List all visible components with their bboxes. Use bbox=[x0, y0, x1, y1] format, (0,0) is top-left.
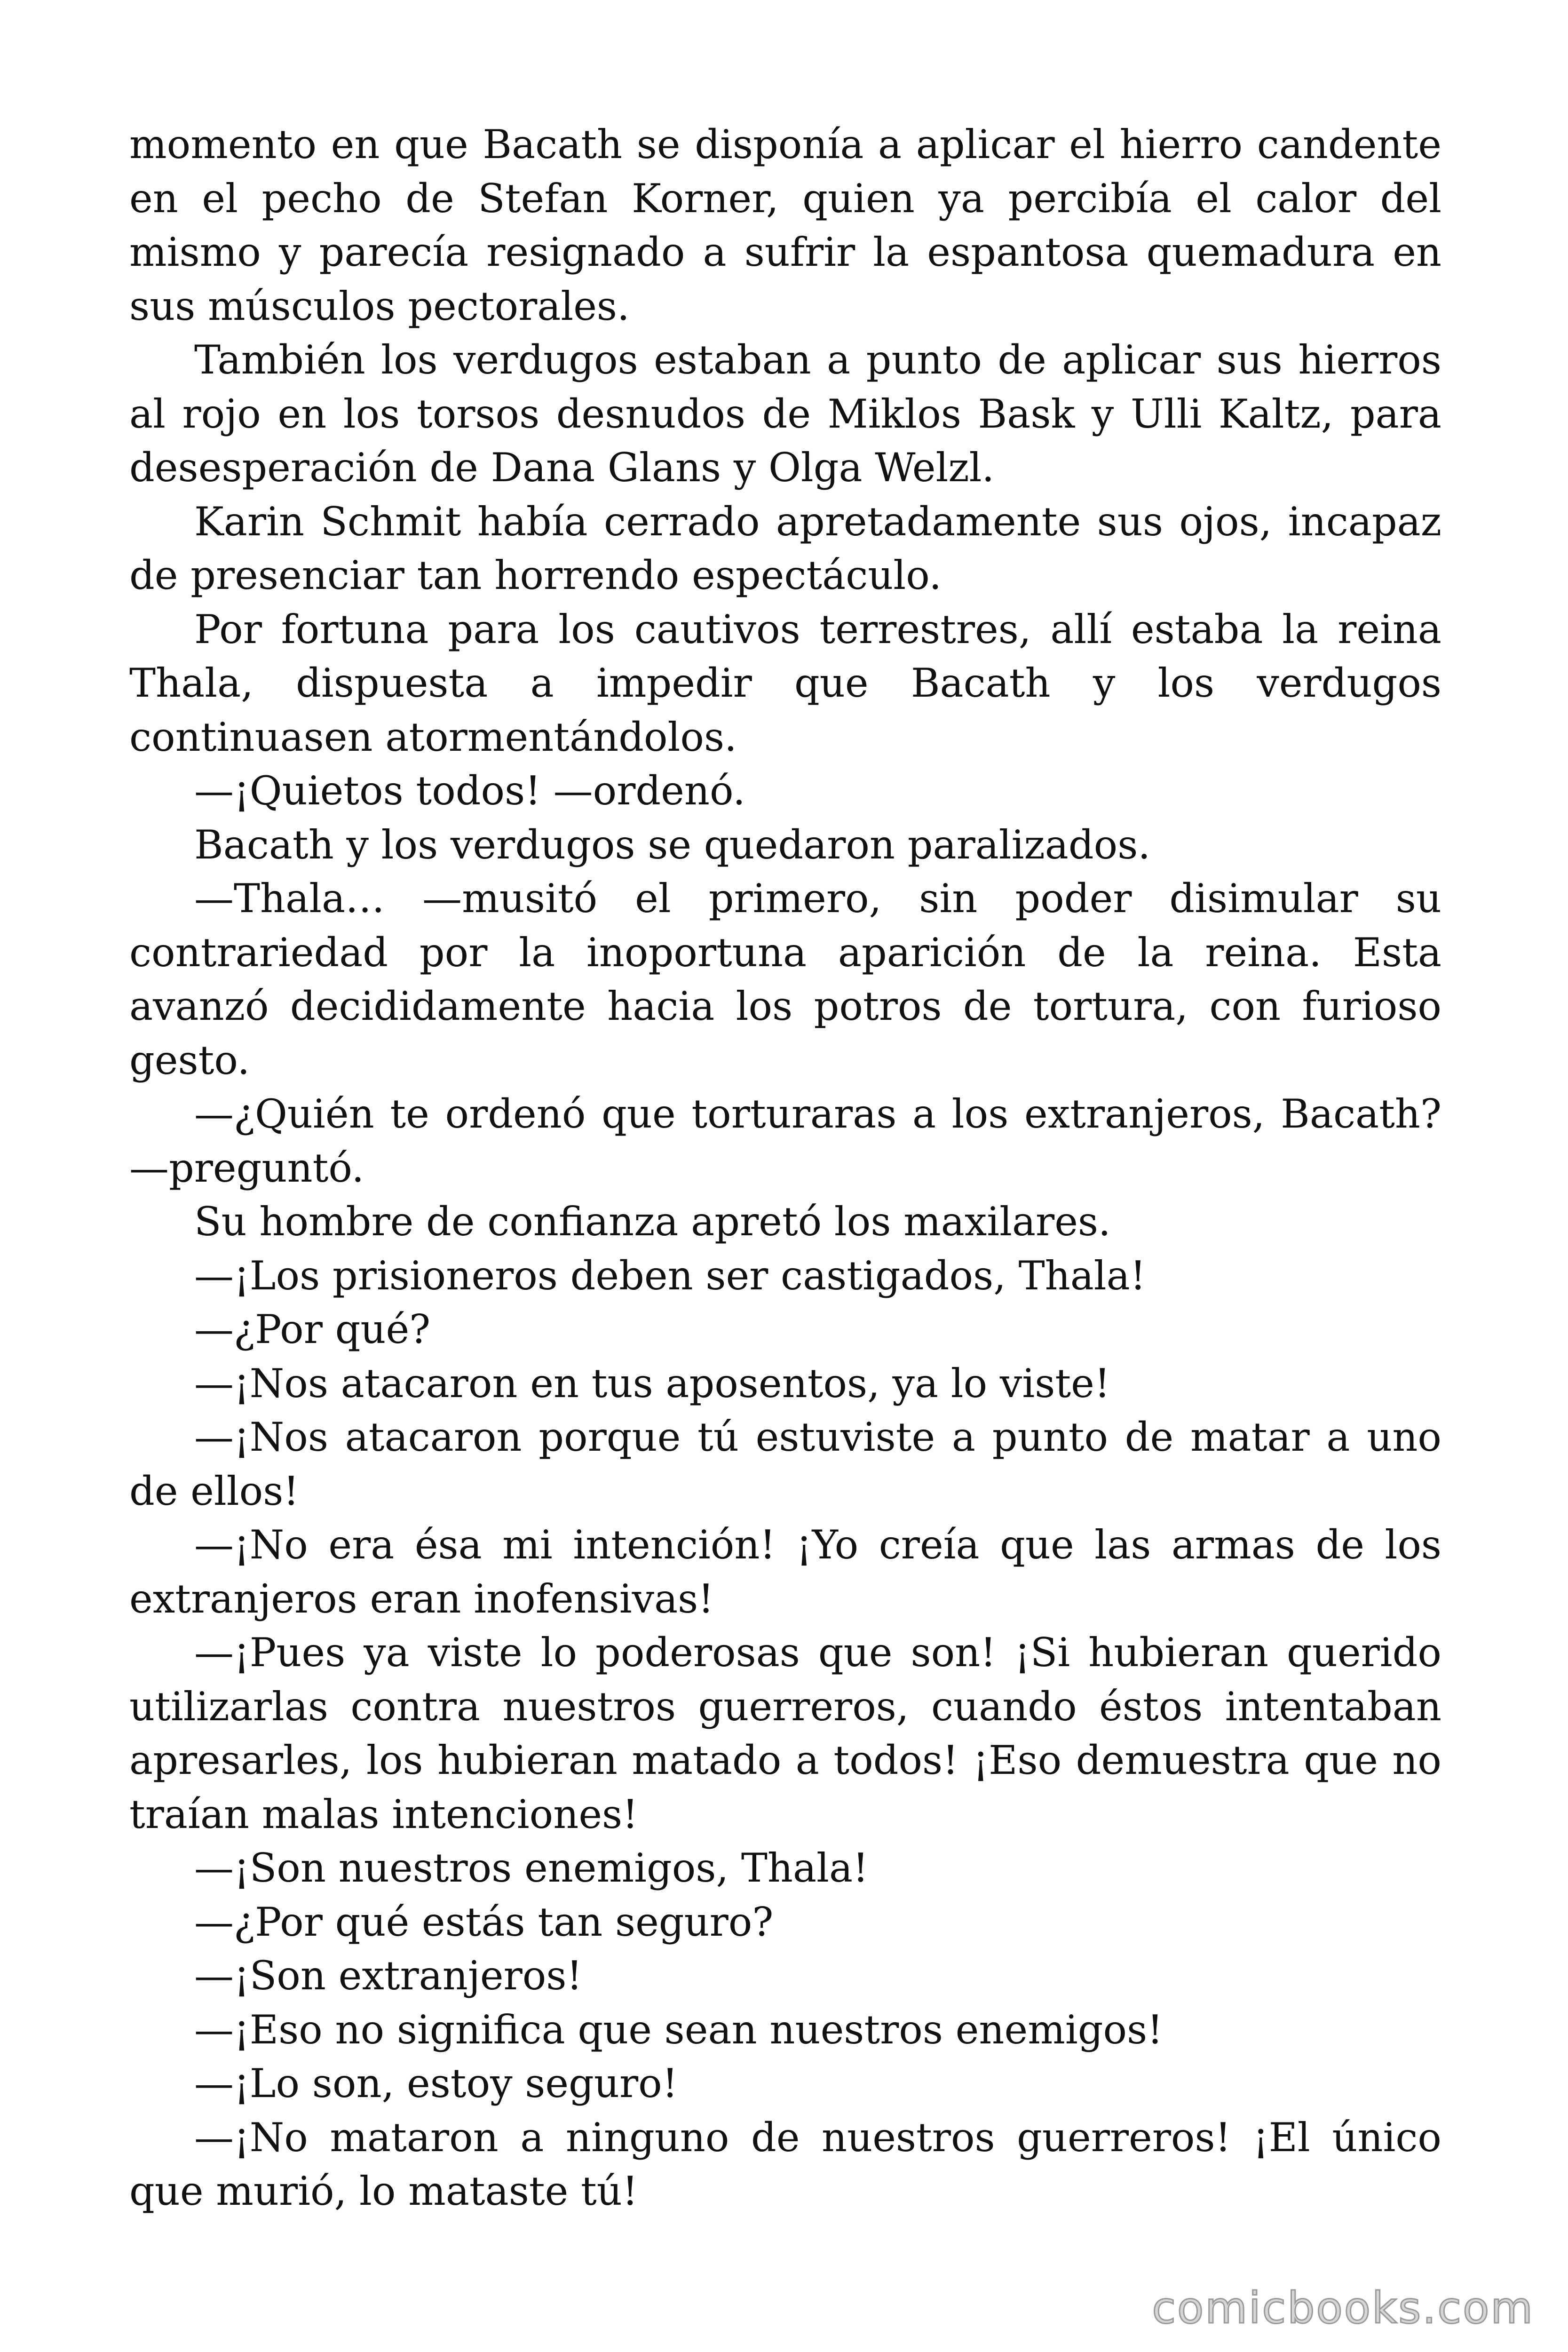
dialogue-line: —¿Por qué estás tan seguro? bbox=[194, 1899, 774, 1945]
paragraph: Su hombre de confianza apretó los maxilares. bbox=[194, 1199, 1111, 1245]
watermark: comicbooks.com bbox=[1152, 2283, 1534, 2333]
dialogue-line: —¿Quién te ordenó que torturaras a los extranjeros, Bacath? —preguntó. bbox=[129, 1091, 1441, 1191]
dialogue-line: —¡Nos atacaron en tus aposentos, ya lo viste! bbox=[194, 1360, 1110, 1406]
paragraph: momento en que Bacath se disponía a aplicar el hierro candente en el pecho de Stefan Korner, quien ya percibía el calor del mismo y parecía resignado a sufrir la espantosa quemadura en sus músculos pectorales. bbox=[129, 121, 1441, 329]
paragraph: Por fortuna para los cautivos terrestres, allí estaba la reina Thala, dispuesta a impedir que Bacath y los verdugos continuasen atormentándolos. bbox=[129, 606, 1441, 760]
dialogue-line: —Thala… —musitó el primero, sin poder disimular su contrariedad por la inoportuna aparición de la reina. Esta avanzó decididamente hacia los potros de tortura, con furioso gesto. bbox=[129, 875, 1441, 1083]
dialogue-line: —¡No era ésa mi intención! ¡Yo creía que las armas de los extranjeros eran inofensivas! bbox=[129, 1522, 1441, 1622]
dialogue-line: —¡Quietos todos! —ordenó. bbox=[194, 768, 745, 814]
dialogue-line: —¡Eso no significa que sean nuestros enemigos! bbox=[194, 2006, 1163, 2053]
dialogue-line: —¡Pues ya viste lo poderosas que son! ¡Si hubieran querido utilizarlas contra nuestros guerreros, cuando éstos intentaban apresarles, los hubieran matado a todos! ¡Eso demuestra que no traían malas intenciones! bbox=[129, 1629, 1441, 1837]
dialogue-line: —¡Son extranjeros! bbox=[194, 1953, 583, 1999]
paragraph: También los verdugos estaban a punto de aplicar sus hierros al rojo en los torsos desnudos de Miklos Bask y Ulli Kaltz, para desesperación de Dana Glans y Olga Welzl. bbox=[129, 337, 1441, 491]
dialogue-line: —¡Son nuestros enemigos, Thala! bbox=[194, 1845, 869, 1891]
dialogue-line: —¡Nos atacaron porque tú estuviste a punto de matar a uno de ellos! bbox=[129, 1414, 1441, 1514]
dialogue-line: —¿Por qué? bbox=[194, 1306, 431, 1352]
dialogue-line: —¡Lo son, estoy seguro! bbox=[194, 2060, 678, 2106]
page-body bbox=[129, 118, 1441, 2218]
paragraph: Karin Schmit había cerrado apretadamente sus ojos, incapaz de presenciar tan horrendo espectáculo. bbox=[129, 498, 1441, 598]
dialogue-line: —¡Los prisioneros deben ser castigados, Thala! bbox=[194, 1252, 1146, 1299]
paragraph: Bacath y los verdugos se quedaron paralizados. bbox=[194, 821, 1151, 868]
dialogue-line: —¡No mataron a ninguno de nuestros guerreros! ¡El único que murió, lo mataste tú! bbox=[129, 2114, 1441, 2214]
